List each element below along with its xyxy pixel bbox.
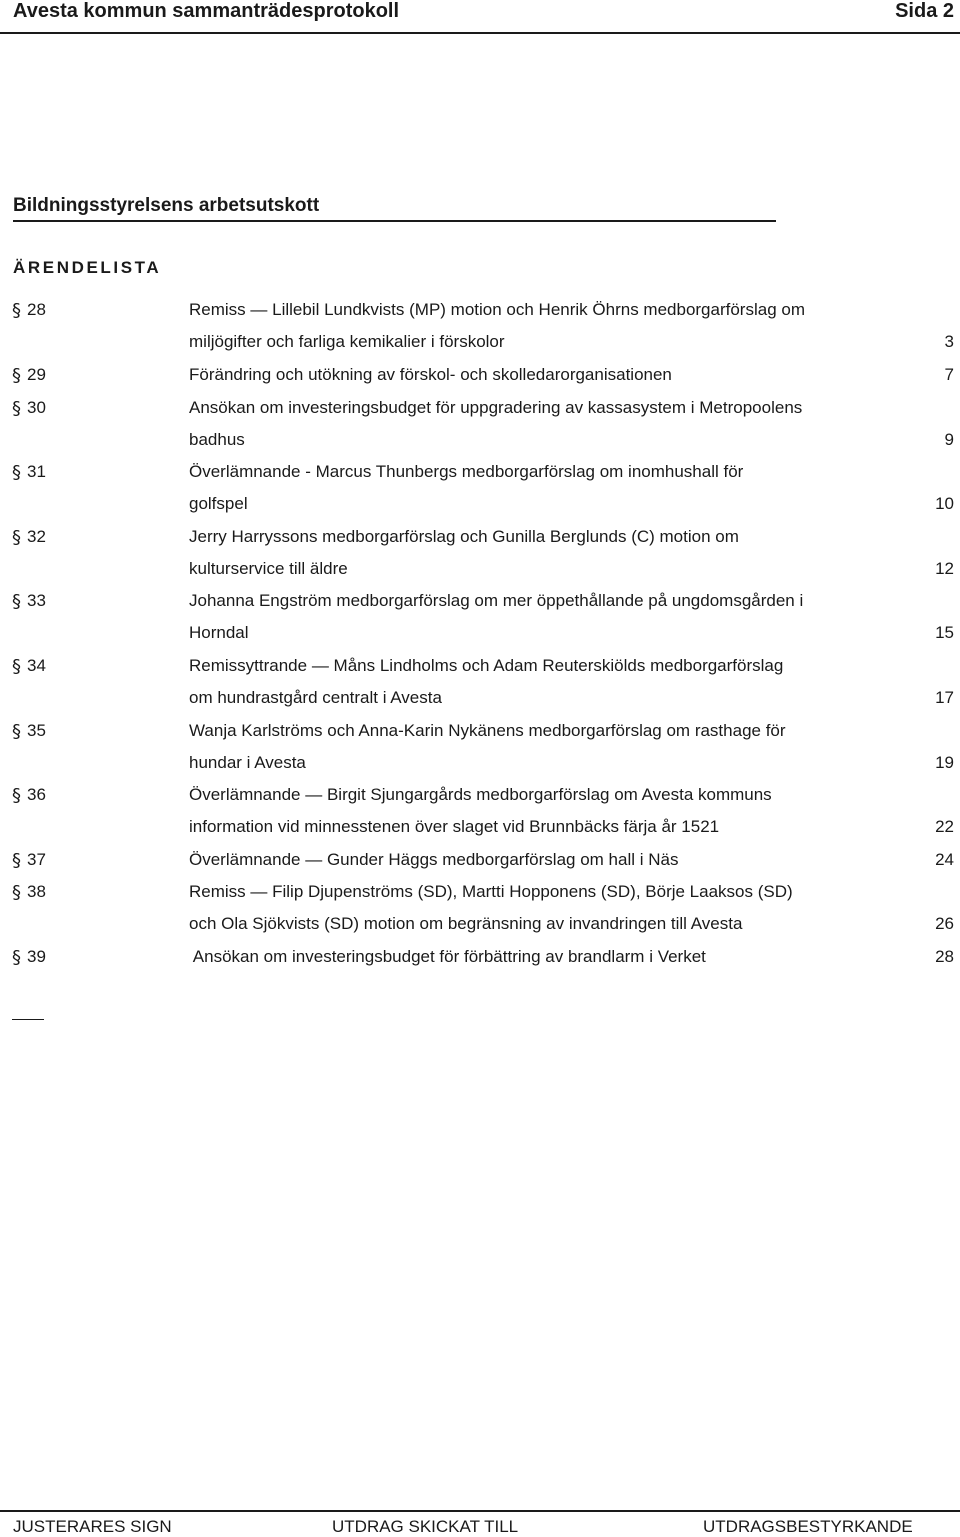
item-page: 24 (935, 850, 954, 869)
header-divider (0, 32, 960, 34)
section-title: Bildningsstyrelsens arbetsutskott (13, 195, 320, 216)
item-number: 31 (27, 462, 46, 481)
item-text: Överlämnande — Birgit Sjungargårds medborgarförslag om Avesta kommuns (189, 785, 772, 804)
footer-divider (0, 1510, 960, 1512)
item-text: Överlämnande — Gunder Häggs medborgarförslag om hall i Näs (189, 850, 679, 869)
section-sign-icon: § (12, 785, 21, 806)
item-text: Remiss — Filip Djupenströms (SD), Martti Hopponens (SD), Börje Laaksos (SD) (189, 882, 793, 901)
item-text-continued: information vid minnesstenen över slaget vid Brunnbäcks färja år 1521 (189, 817, 720, 836)
section-sign-icon: § (12, 398, 21, 419)
item-number: 37 (27, 850, 46, 869)
item-text: Överlämnande - Marcus Thunbergs medborgarförslag om inomhushall för (189, 462, 744, 481)
item-text: Remissyttrande — Måns Lindholms och Adam Reuterskiölds medborgarförslag (189, 656, 784, 675)
section-sign-icon: § (12, 882, 21, 903)
item-number: 38 (27, 882, 46, 901)
item-page: 19 (935, 753, 954, 772)
list-title: ÄRENDELISTA (13, 258, 162, 277)
item-text-continued: badhus (189, 430, 245, 449)
section-sign-icon: § (12, 300, 21, 321)
document-title: Avesta kommun sammanträdesprotokoll (13, 0, 400, 22)
item-text: Wanja Karlströms och Anna-Karin Nykänens medborgarförslag om rasthage för (189, 721, 786, 740)
item-page: 9 (944, 430, 954, 449)
item-text: Jerry Harryssons medborgarförslag och Gunilla Berglunds (C) motion om (189, 527, 739, 546)
section-sign-icon: § (12, 527, 21, 548)
end-marker-line (12, 1019, 44, 1020)
item-text: Remiss — Lillebil Lundkvists (MP) motion och Henrik Öhrns medborgarförslag om (189, 300, 805, 319)
footer-sent-label: UTDRAG SKICKAT TILL (332, 1517, 519, 1536)
footer-certify-label: UTDRAGSBESTYRKANDE (703, 1517, 913, 1536)
item-text: Ansökan om investeringsbudget för förbättring av brandlarm i Verket (189, 947, 706, 966)
item-page: 10 (935, 494, 954, 513)
item-number: 36 (27, 785, 46, 804)
item-page: 12 (935, 559, 954, 578)
section-sign-icon: § (12, 462, 21, 483)
footer-signature-label: JUSTERARES SIGN (13, 1517, 172, 1536)
item-number: 34 (27, 656, 46, 675)
section-sign-icon: § (12, 591, 21, 612)
section-sign-icon: § (12, 721, 21, 742)
item-number: 35 (27, 721, 46, 740)
item-number: 30 (27, 398, 46, 417)
item-number: 39 (27, 947, 46, 966)
section-sign-icon: § (12, 656, 21, 677)
section-sign-icon: § (12, 850, 21, 871)
item-page: 7 (944, 365, 954, 384)
item-text-continued: kulturservice till äldre (189, 559, 348, 578)
item-page: 26 (935, 914, 954, 933)
item-number: 28 (27, 300, 46, 319)
item-text: Förändring och utökning av förskol- och skolledarorganisationen (189, 365, 672, 384)
item-text: Ansökan om investeringsbudget för uppgradering av kassasystem i Metropoolens (189, 398, 803, 417)
item-text-continued: miljögifter och farliga kemikalier i förskolor (189, 332, 505, 351)
item-text-continued: golfspel (189, 494, 248, 513)
item-number: 29 (27, 365, 46, 384)
section-sign-icon: § (12, 947, 21, 968)
section-sign-icon: § (12, 365, 21, 386)
page-number: Sida 2 (895, 0, 954, 22)
section-underline (13, 220, 776, 222)
item-text-continued: Horndal (189, 623, 249, 642)
item-text-continued: och Ola Sjökvists (SD) motion om begränsning av invandringen till Avesta (189, 914, 743, 933)
item-page: 3 (944, 332, 954, 351)
item-text-continued: om hundrastgård centralt i Avesta (189, 688, 442, 707)
item-page: 22 (935, 817, 954, 836)
item-text-continued: hundar i Avesta (189, 753, 306, 772)
item-page: 17 (935, 688, 954, 707)
item-page: 15 (935, 623, 954, 642)
item-text: Johanna Engström medborgarförslag om mer öppethållande på ungdomsgården i (189, 591, 804, 610)
item-page: 28 (935, 947, 954, 966)
item-number: 33 (27, 591, 46, 610)
item-number: 32 (27, 527, 46, 546)
